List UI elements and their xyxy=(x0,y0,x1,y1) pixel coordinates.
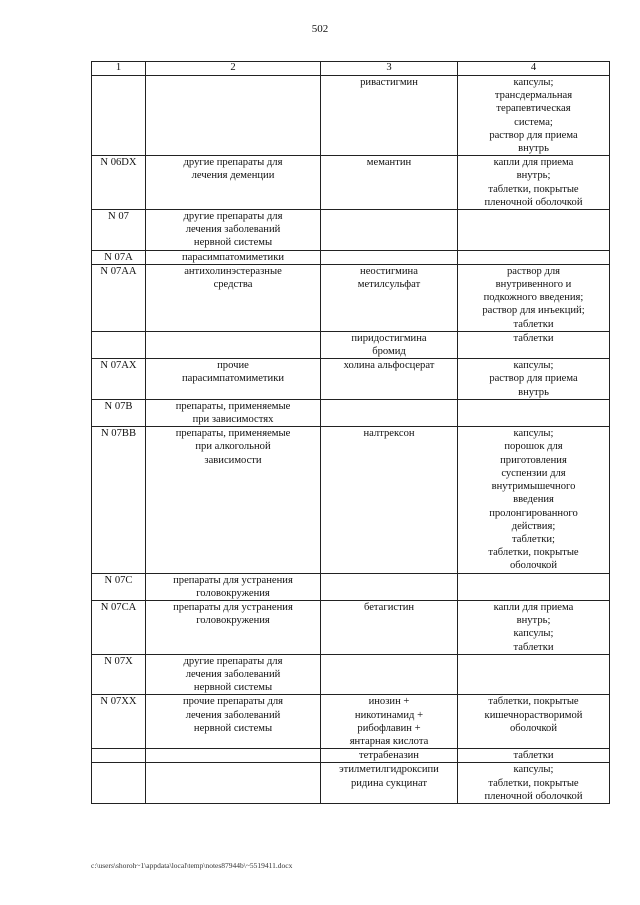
cell-text-line: этилметилгидроксипи xyxy=(339,764,439,776)
dosage-form-cell xyxy=(458,359,610,400)
cell-text-line: парасимпатомиметики xyxy=(181,251,285,263)
table-row xyxy=(92,749,610,763)
table-body xyxy=(92,76,610,804)
cell-text-line: внутрь xyxy=(518,143,549,155)
drug-name-cell xyxy=(321,76,458,156)
cell-text-line: капсулы; xyxy=(513,428,554,440)
cell-text-line: капли для приема xyxy=(493,157,574,169)
dosage-form-cell xyxy=(458,156,610,210)
atc-code-cell xyxy=(92,156,146,210)
cell-text-line: никотинамид + xyxy=(354,709,424,721)
atc-code-cell xyxy=(92,600,146,654)
table-row xyxy=(92,156,610,210)
cell-text-line: N 07X xyxy=(104,655,133,667)
table-row xyxy=(92,763,610,804)
table-row xyxy=(92,359,610,400)
cell-text-line: головокружения xyxy=(196,615,270,627)
cell-text-line: бромид xyxy=(372,346,406,358)
drug-name-cell xyxy=(321,264,458,331)
cell-text-line: другие препараты для xyxy=(183,211,283,223)
cell-text-line: прочие xyxy=(217,360,249,372)
dosage-form-cell xyxy=(458,210,610,251)
table-row xyxy=(92,210,610,251)
cell-text-line: N 07BB xyxy=(100,428,137,440)
cell-text-line: препараты, применяемые xyxy=(175,428,291,440)
cell-text-line: нервной системы xyxy=(193,722,273,734)
cell-text-line: таблетки, покрытые xyxy=(488,183,579,195)
atc-code-cell xyxy=(92,749,146,763)
cell-text-line: внутримышечного xyxy=(491,481,576,493)
cell-text-line: N 07CA xyxy=(100,601,137,613)
cell-text-line: внутрь; xyxy=(516,170,551,182)
cell-text-line: N 07AA xyxy=(100,265,137,277)
cell-text-line: N 07 xyxy=(108,211,129,223)
column-header-3: 3 xyxy=(321,62,458,76)
page-number: 502 xyxy=(311,23,329,35)
cell-text-line: таблетки xyxy=(513,641,554,653)
table-header-row xyxy=(92,62,610,76)
table-row xyxy=(92,600,610,654)
group-name-cell xyxy=(146,654,321,695)
drug-name-cell xyxy=(321,749,458,763)
cell-text-line: тетрабеназин xyxy=(359,750,419,762)
group-name-cell xyxy=(146,600,321,654)
cell-text-line: порошок для xyxy=(504,441,563,453)
group-name-cell xyxy=(146,427,321,573)
cell-text-line: ридина сукцинат xyxy=(350,777,428,789)
drug-name-cell xyxy=(321,156,458,210)
drug-name-cell xyxy=(321,600,458,654)
cell-text-line: таблетки, покрытые xyxy=(488,777,579,789)
group-name-cell xyxy=(146,399,321,426)
dosage-form-cell xyxy=(458,763,610,804)
cell-text-line: налтрексон xyxy=(363,428,415,440)
drug-name-cell xyxy=(321,573,458,600)
cell-text-line: раствор для xyxy=(506,265,561,277)
atc-code-cell xyxy=(92,427,146,573)
cell-text-line: препараты для устранения xyxy=(173,601,293,613)
table-row xyxy=(92,427,610,573)
cell-text-line: препараты для устранения xyxy=(173,574,293,586)
table-row xyxy=(92,695,610,749)
footer-file-path: c:\users\shoroh~1\appdata\local\temp\notes87944b\~5519411.docx xyxy=(91,861,293,870)
atc-code-cell xyxy=(92,573,146,600)
dosage-form-cell xyxy=(458,76,610,156)
cell-text-line: зависимости xyxy=(204,454,262,466)
cell-text-line: таблетки, покрытые xyxy=(488,547,579,559)
cell-text-line: N 07AX xyxy=(100,360,137,372)
dosage-form-cell xyxy=(458,427,610,573)
cell-text-line: таблетки xyxy=(513,750,554,762)
cell-text-line: N 07XX xyxy=(100,696,137,708)
cell-text-line: внутривенного и xyxy=(495,279,572,291)
group-name-cell xyxy=(146,359,321,400)
cell-text-line: нервной системы xyxy=(193,237,273,249)
cell-text-line: при алкогольной xyxy=(195,441,271,453)
cell-text-line: капсулы; xyxy=(513,628,554,640)
group-name-cell xyxy=(146,156,321,210)
cell-text-line: другие препараты для xyxy=(183,157,283,169)
cell-text-line: раствор для приема xyxy=(489,129,578,141)
cell-text-line: кишечнорастворимой xyxy=(484,709,583,721)
cell-text-line: бетагистин xyxy=(363,601,415,613)
drug-name-cell xyxy=(321,399,458,426)
table-row xyxy=(92,331,610,358)
group-name-cell xyxy=(146,331,321,358)
cell-text-line: таблетки xyxy=(513,318,554,330)
cell-text-line: внутрь xyxy=(518,386,549,398)
cell-text-line: оболочкой xyxy=(509,560,558,572)
group-name-cell xyxy=(146,763,321,804)
dosage-form-cell xyxy=(458,399,610,426)
atc-code-cell xyxy=(92,763,146,804)
cell-text-line: прочие препараты для xyxy=(182,696,284,708)
cell-text-line: неостигмина xyxy=(360,265,418,277)
drug-name-cell xyxy=(321,331,458,358)
cell-text-line: холина альфосцерат xyxy=(343,360,435,372)
cell-text-line: таблетки, покрытые xyxy=(488,696,579,708)
cell-text-line: лечения заболеваний xyxy=(185,709,281,721)
cell-text-line: мемантин xyxy=(366,157,412,169)
cell-text-line: капсулы; xyxy=(513,77,554,88)
cell-text-line: лечения заболеваний xyxy=(185,224,281,236)
cell-text-line: таблетки xyxy=(513,332,554,344)
dosage-form-cell xyxy=(458,264,610,331)
cell-text-line: система; xyxy=(514,116,553,128)
table-row xyxy=(92,654,610,695)
cell-text-line: N 07C xyxy=(104,574,133,586)
cell-text-line: оболочкой xyxy=(509,722,558,734)
cell-text-line: нервной системы xyxy=(193,682,273,694)
drug-name-cell xyxy=(321,654,458,695)
table-row xyxy=(92,76,610,156)
column-header-2: 2 xyxy=(146,62,321,76)
cell-text-line: N 07A xyxy=(104,251,133,263)
dosage-form-cell xyxy=(458,749,610,763)
drug-list-table xyxy=(91,61,610,804)
cell-text-line: раствор для приема xyxy=(489,373,578,385)
cell-text-line: действия; xyxy=(511,520,556,532)
cell-text-line: суспензии для xyxy=(501,467,566,479)
dosage-form-cell xyxy=(458,600,610,654)
group-name-cell xyxy=(146,250,321,264)
cell-text-line: внутрь; xyxy=(516,615,551,627)
cell-text-line: средства xyxy=(213,279,253,291)
atc-code-cell xyxy=(92,210,146,251)
cell-text-line: терапевтическая xyxy=(496,103,571,115)
group-name-cell xyxy=(146,264,321,331)
atc-code-cell xyxy=(92,695,146,749)
cell-text-line: парасимпатомиметики xyxy=(181,373,285,385)
table-row xyxy=(92,250,610,264)
atc-code-cell xyxy=(92,331,146,358)
drug-name-cell xyxy=(321,250,458,264)
drug-name-cell xyxy=(321,427,458,573)
drug-name-cell xyxy=(321,695,458,749)
atc-code-cell xyxy=(92,76,146,156)
cell-text-line: пленочной оболочкой xyxy=(484,790,583,802)
atc-code-cell xyxy=(92,654,146,695)
cell-text-line: пленочной оболочкой xyxy=(484,196,583,208)
table-row xyxy=(92,573,610,600)
dosage-form-cell xyxy=(458,250,610,264)
group-name-cell xyxy=(146,210,321,251)
cell-text-line: пиридостигмина xyxy=(351,332,427,344)
atc-code-cell xyxy=(92,264,146,331)
group-name-cell xyxy=(146,695,321,749)
cell-text-line: капсулы; xyxy=(513,360,554,372)
dosage-form-cell xyxy=(458,695,610,749)
cell-text-line: другие препараты для xyxy=(183,655,283,667)
group-name-cell xyxy=(146,749,321,763)
table-row xyxy=(92,264,610,331)
dosage-form-cell xyxy=(458,573,610,600)
cell-text-line: таблетки; xyxy=(512,533,555,545)
group-name-cell xyxy=(146,76,321,156)
cell-text-line: янтарная кислота xyxy=(349,735,429,747)
cell-text-line: рибофлавин + xyxy=(357,722,421,734)
cell-text-line: приготовления xyxy=(500,454,567,466)
group-name-cell xyxy=(146,573,321,600)
cell-text-line: при зависимостях xyxy=(192,414,274,426)
drug-name-cell xyxy=(321,763,458,804)
drug-name-cell xyxy=(321,210,458,251)
cell-text-line: ривастигмин xyxy=(360,77,418,88)
cell-text-line: подкожного введения; xyxy=(483,292,584,304)
cell-text-line: капли для приема xyxy=(493,601,574,613)
cell-text-line: лечения деменции xyxy=(191,170,275,182)
atc-code-cell xyxy=(92,359,146,400)
atc-code-cell xyxy=(92,399,146,426)
cell-text-line: раствор для инъекций; xyxy=(482,305,585,317)
drug-name-cell xyxy=(321,359,458,400)
cell-text-line: антихолинэстеразные xyxy=(184,265,282,277)
cell-text-line: введения xyxy=(513,494,554,506)
cell-text-line: пролонгированного xyxy=(489,507,578,519)
cell-text-line: трансдермальная xyxy=(494,90,573,102)
cell-text-line: головокружения xyxy=(196,587,270,599)
column-header-1: 1 xyxy=(92,62,146,76)
cell-text-line: лечения заболеваний xyxy=(185,668,281,680)
column-header-4: 4 xyxy=(458,62,610,76)
cell-text-line: N 06DX xyxy=(100,157,137,169)
cell-text-line: препараты, применяемые xyxy=(175,400,291,412)
cell-text-line: инозин + xyxy=(368,696,410,708)
table-row xyxy=(92,399,610,426)
dosage-form-cell xyxy=(458,654,610,695)
cell-text-line: метилсульфат xyxy=(357,279,421,291)
atc-code-cell xyxy=(92,250,146,264)
cell-text-line: капсулы; xyxy=(513,764,554,776)
dosage-form-cell xyxy=(458,331,610,358)
cell-text-line: N 07B xyxy=(104,400,133,412)
